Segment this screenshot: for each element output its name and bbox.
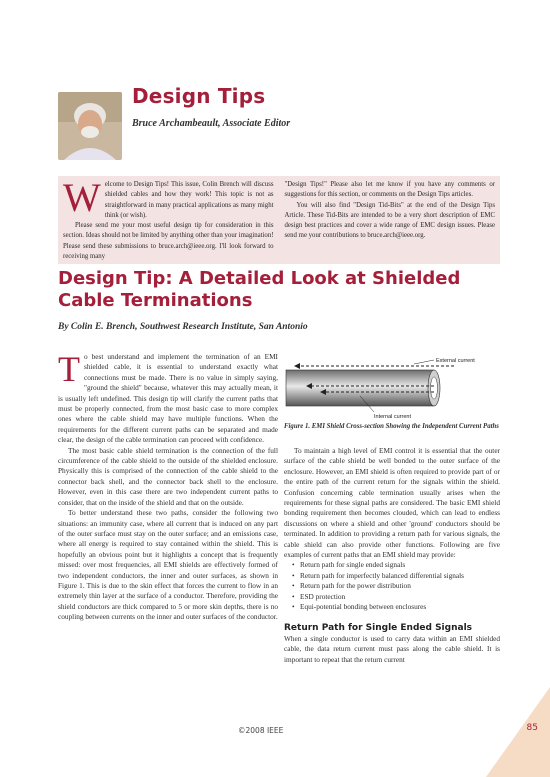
figure-caption: Figure 1. EMI Shield Cross-section Showing the Independent Current Paths xyxy=(284,423,499,430)
list-item: • Return path for the power distribution xyxy=(300,581,500,591)
article-paragraph: o best understand and implement the termination of an EMI shielded cable, it is essential to understand exactly what connections must be made. There is no value in simply saying, "ground the shield" because, whatever this may actually mean, it is usually left undefined. This design tip will clarify the current paths that must be properly connected, from the most basic case to more complex ones where the cable shield may have multiple functions. When the requirements for the different current paths can be separated and made clear, the design of the cable termination can proceed with confidence. xyxy=(58,352,278,445)
figure-1-shield-diagram xyxy=(284,356,500,420)
intro-paragraph: You will also find "Design Tid-Bits" at the end of the Design Tips Article. These Tid-Bits are intended to be a very short description of EMC design best practices and cover a wide range of EMC design issues. Please send me your contributions to bruce.arch@ieee.org. xyxy=(284,201,495,240)
current-path-list xyxy=(284,560,500,612)
intro-column-left xyxy=(63,175,274,262)
article-paragraph: When a single conductor is used to carry data within an EMI shielded cable, the data return current must pass along the cable shield. It is important to repeat that the return current xyxy=(284,633,500,664)
section-heading: Return Path for Single Ended Signals xyxy=(284,622,473,633)
external-current-label: External current xyxy=(436,358,475,364)
article-paragraph: To better understand these two paths, consider the following two situations: an immunity case, where all current that is induced on any part of the outer surface must stay on the outer surface; and an emissions case, where all energy is required to stay contained within the shield. This is hopefully an obvious point but it highlights a concept that is frequently missed: over most frequencies, all EMI shields are effectively formed of two independent conductors, the inner and outer surfaces, as shown in Figure 1. This is due to the skin effect that forces the current to flow in an extremely thin layer at the surface of a conductor. Therefore, providing the shield conductors are thick compared to 5 or more skin depths, there is no coupling between currents on the inner and outer surfaces of the conductor. xyxy=(58,508,278,622)
list-item: • Return path for imperfectly balanced differential signals xyxy=(300,571,500,581)
intro-column-right xyxy=(285,180,496,262)
intro-paragraph: elcome to Design Tips! This issue, Colin Brench will discuss shielded cables and how they work! This topic is not as straightforward in many practical applications as many might think (or wish). xyxy=(104,181,274,219)
editor-photo xyxy=(58,92,122,160)
list-item: • Return path for single ended signals xyxy=(300,560,500,570)
intro-dropcap: W xyxy=(63,175,101,220)
list-item: • Equi-potential bonding between enclosures xyxy=(300,602,500,612)
copyright-footer: ©2008 IEEE xyxy=(238,726,284,735)
article-column-left xyxy=(58,349,278,623)
intro-paragraph: "Design Tips!" Please also let me know if you have any comments or suggestions for this section, or comments on the Design Tips articles. xyxy=(284,181,495,199)
article-paragraph: To maintain a high level of EMI control it is essential that the outer surface of the cable shield be well bonded to the outer surface of the enclosure. However, an EMI shield is often required to provide part of or the entire path of the current return for the signals within the shield. Confusion concerning cable termination usually arises when the requirements for these signal paths are considered. The basic EMI shield bonding requirement then becomes clouded, which can lead to endless discussions on where a shield and other 'ground' conductors should be terminated. In addition to providing a return path for various signals, the cable shield can also provide other functions. Following are five examples of current paths that an EMI shield may provide: xyxy=(284,446,500,560)
page-corner-decoration xyxy=(486,687,550,777)
associate-editor-line: Bruce Archambeault, Associate Editor xyxy=(132,118,291,129)
article-dropcap: T xyxy=(58,349,80,389)
article-column-right xyxy=(284,446,500,665)
intro-box xyxy=(58,176,500,264)
article-paragraph: The most basic cable shield termination is the connection of the full circumference of the cable shield to the outside of the shielded enclosure. Physically this is comprised of the connection of the cable shield to the connector back shell, and the connector back shell to the enclosure. However, even in this case there are two independent current paths to consider, that on the inside of the shield and that on the outside. xyxy=(58,445,278,507)
page-number: 85 xyxy=(526,723,538,733)
department-title: Design Tips xyxy=(132,84,266,108)
article-byline: By Colin E. Brench, Southwest Research Institute, San Antonio xyxy=(58,322,308,332)
intro-paragraph: Please send me your most useful design tip for consideration in this section. Ideas should not be limited by anything other than your imagination! Please send these submissions to bruce.arch@ieee.org. I'll look forward to receiving many xyxy=(63,222,274,261)
list-item: • ESD protection xyxy=(300,592,500,602)
article-title: Design Tip: A Detailed Look at Shielded Cable Terminations xyxy=(58,268,461,311)
internal-current-label: Internal current xyxy=(374,414,411,420)
